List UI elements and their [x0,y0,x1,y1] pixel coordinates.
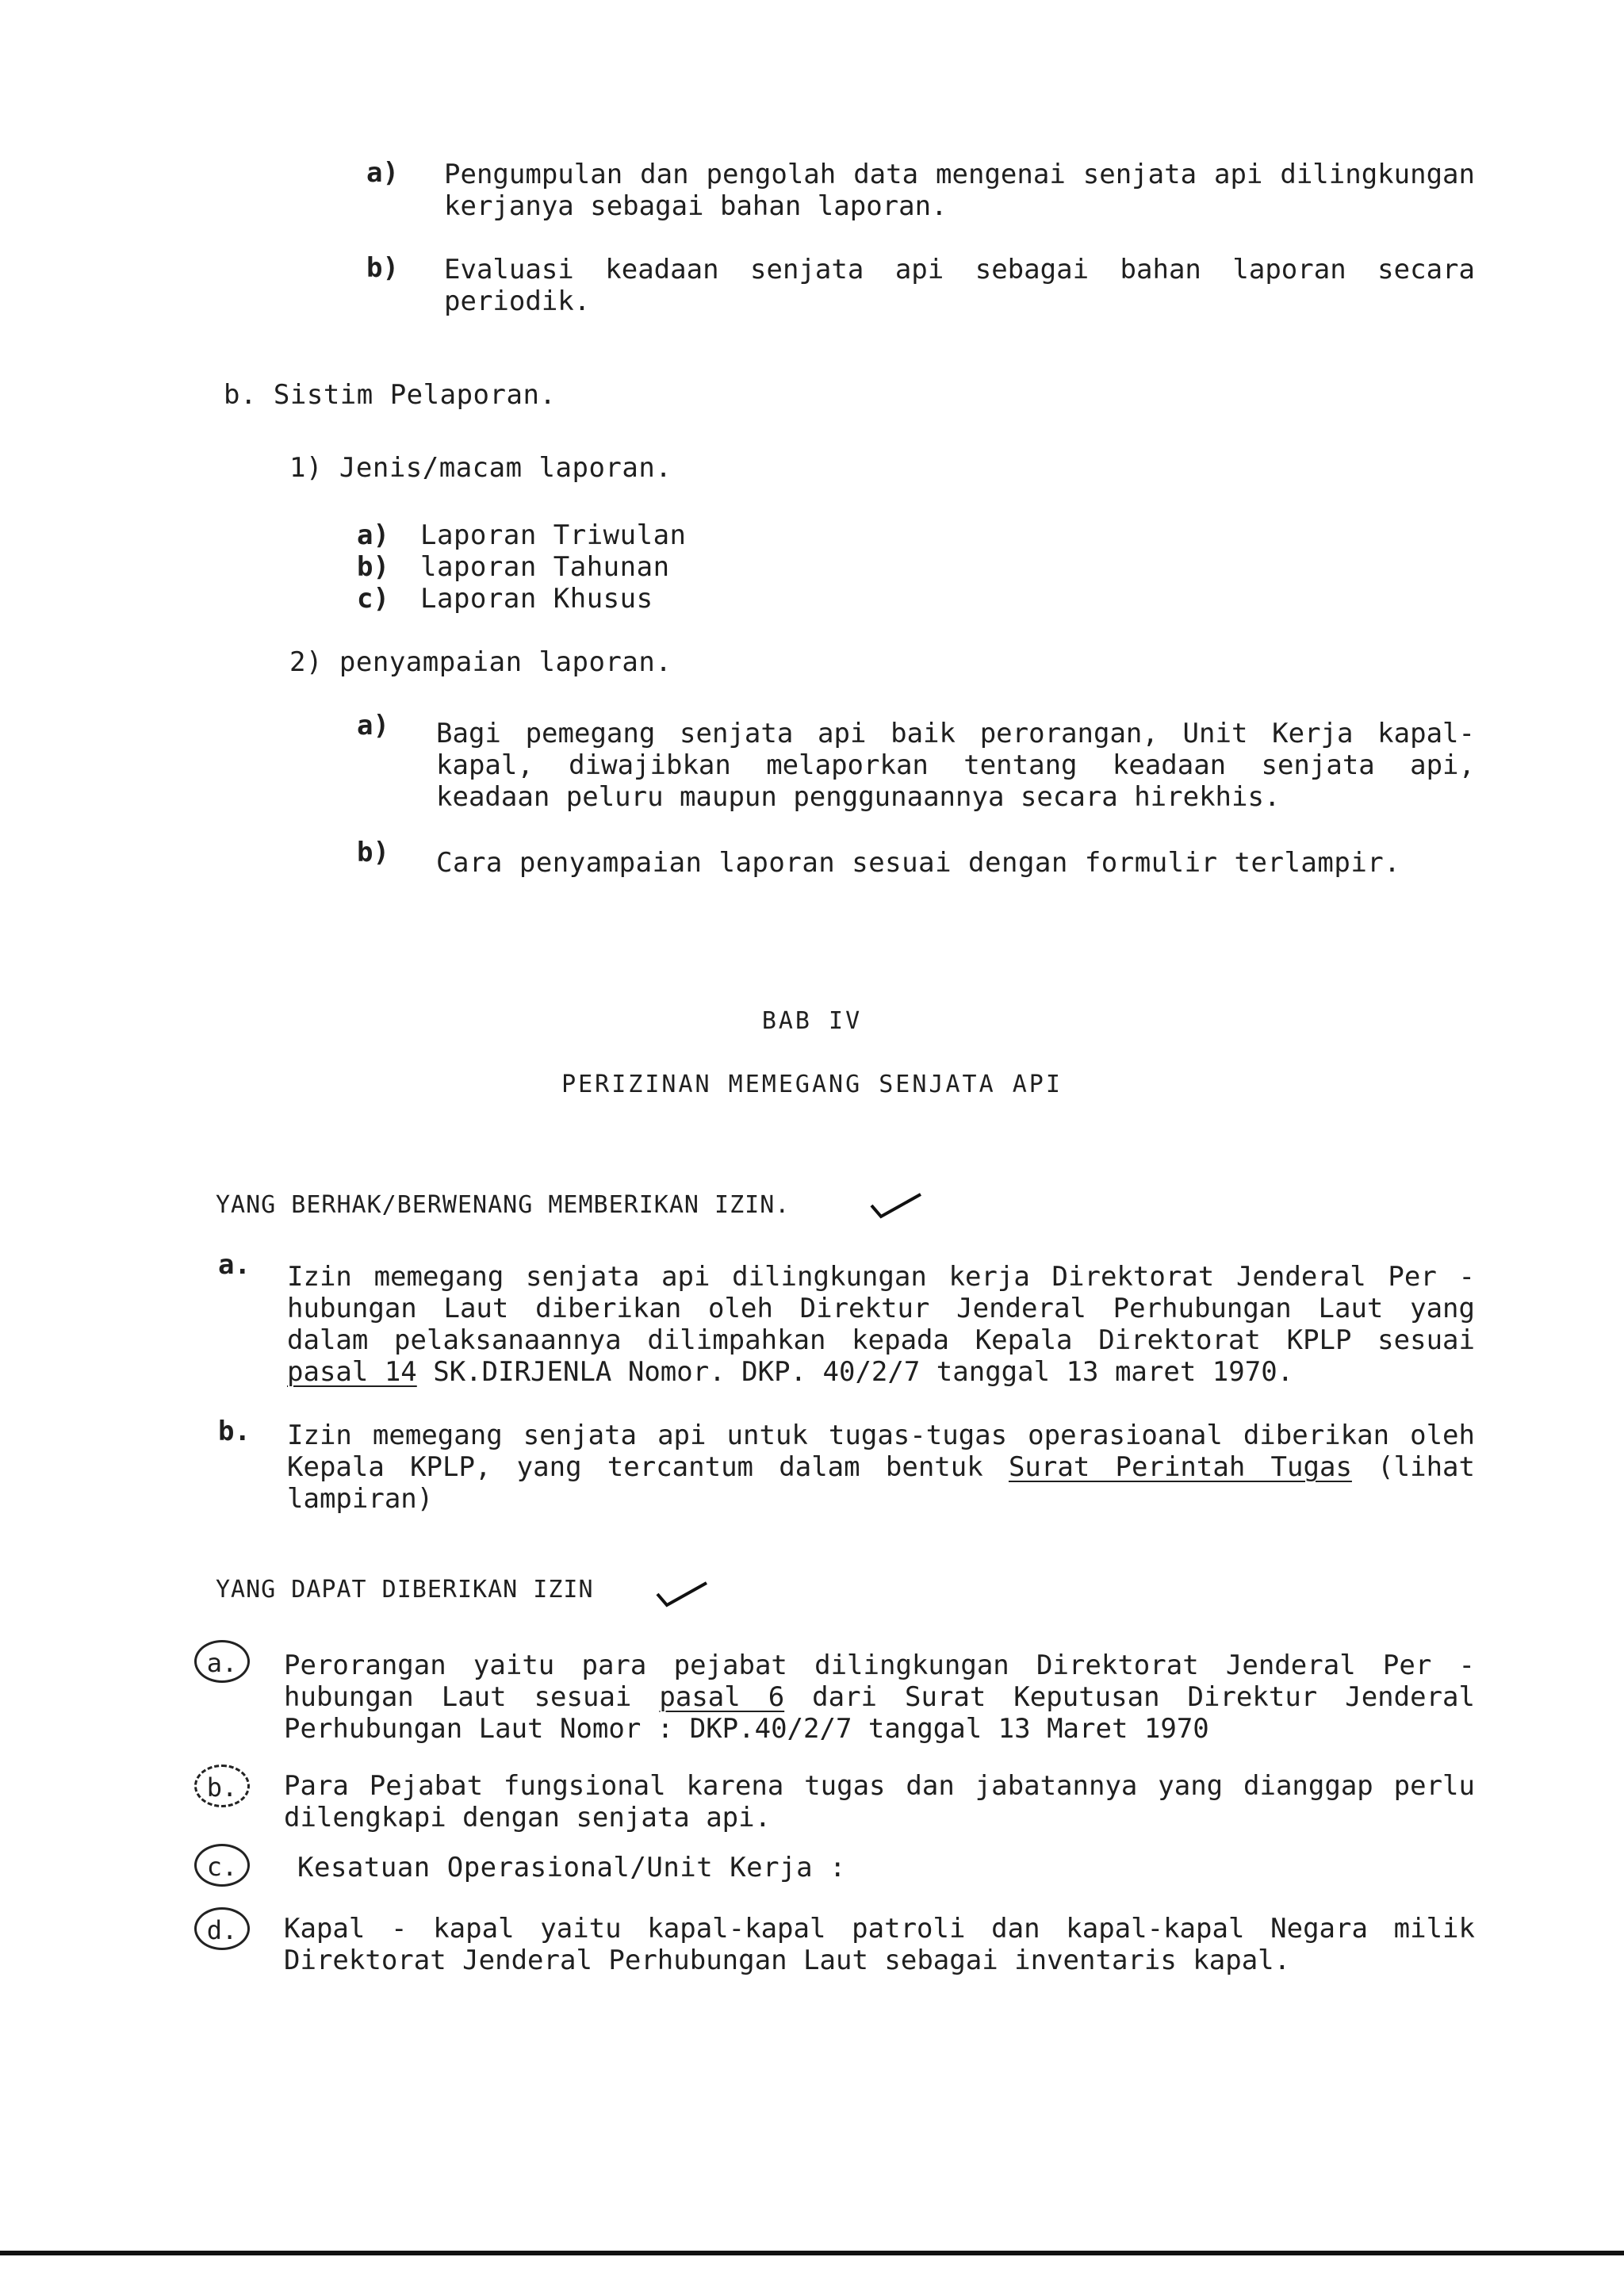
chapter-title: PERIZINAN MEMEGANG SENJATA API [561,1071,1063,1098]
eligible-a-line-2-pre: hubungan Laut sesuai [284,1681,660,1713]
item-b-line-1: Evaluasi keadaan senjata api sebagai bahan laporan secara [444,254,1475,285]
delivery-a-line-3: keadaan peluru maupun penggunaannya secara hirekhis. [436,781,1281,813]
authority-b-text [287,1420,1475,1515]
chapter-number: BAB IV [761,1007,863,1035]
item-a-line-2: kerjanya sebagai bahan laporan. [444,190,948,222]
eligible-heading: YANG DAPAT DIBERIKAN IZIN [216,1576,594,1604]
authority-a-line-3: dalam pelaksanaannya dilimpahkan kepada Kepala Direktorat KPLP sesuai [287,1324,1475,1356]
authority-b-line-2 [287,1451,1475,1483]
eligible-b-text [284,1770,1475,1834]
eligible-b-line-2: dilengkapi dengan senjata api. [284,1802,772,1834]
eligible-c-text: Kesatuan Operasional/Unit Kerja : [297,1852,847,1883]
eligible-a-line-2 [284,1681,1475,1713]
authority-a-line-4 [287,1356,1475,1388]
report-label-2: b) [357,551,389,583]
section-b-sub1: 1) Jenis/macam laporan. [289,452,672,484]
delivery-a-label: a) [357,710,389,741]
eligible-a-line-3: Perhubungan Laut Nomor : DKP.40/2/7 tanggal 13 Maret 1970 [284,1713,1209,1745]
authority-b-line-2-post: (lihat [1351,1451,1475,1483]
eligible-a-label: a. [194,1640,250,1683]
authority-b-line-1: Izin memegang senjata api untuk tugas-tugas operasioanal diberikan oleh [287,1420,1475,1451]
item-b-line-2: periodik. [444,285,591,317]
check-mark-icon [654,1578,710,1610]
eligible-a-line-2-post: dari Surat Keputusan Direktur Jenderal [784,1681,1475,1713]
report-text-1: Laporan Triwulan [420,519,687,551]
section-b-heading: b. Sistim Pelaporan. [224,379,557,411]
item-a-label: a) [366,157,399,189]
authority-b-ref: Surat Perintah Tugas [1008,1451,1352,1483]
delivery-b-label: b) [357,837,389,868]
item-a-line-1: Pengumpulan dan pengolah data mengenai senjata api dilingkungan [444,159,1475,190]
eligible-d-text [284,1913,1475,1976]
eligible-a-line-1: Perorangan yaitu para pejabat dilingkungan Direktorat Jenderal Per - [284,1650,1475,1681]
eligible-b-label: b. [194,1765,250,1807]
delivery-b-text: Cara penyampaian laporan sesuai dengan formulir terlampir. [436,847,1401,879]
report-text-2: laporan Tahunan [420,551,670,583]
delivery-a-line-1: Bagi pemegang senjata api baik perorangan, Unit Kerja kapal- [436,718,1475,749]
authority-heading: YANG BERHAK/BERWENANG MEMBERIKAN IZIN. [216,1191,791,1219]
report-text-3: Laporan Khusus [420,583,653,615]
delivery-a-text [436,718,1475,813]
authority-b-line-2-pre: Kepala KPLP, yang tercantum dalam bentuk [287,1451,1009,1483]
section-b-sub2: 2) penyampaian laporan. [289,646,672,678]
eligible-d-line-2: Direktorat Jenderal Perhubungan Laut sebagai inventaris kapal. [284,1945,1291,1976]
eligible-a-ref: pasal 6 [659,1681,785,1713]
item-a-text [444,159,1475,222]
authority-a-text [287,1261,1475,1388]
authority-a-line-2: hubungan Laut diberikan oleh Direktur Jenderal Perhubungan Laut yang [287,1293,1475,1324]
check-mark-icon [868,1190,924,1221]
authority-b-label: b. [218,1416,251,1447]
authority-a-line-1: Izin memegang senjata api dilingkungan kerja Direktorat Jenderal Per - [287,1261,1475,1293]
delivery-a-line-2: kapal, diwajibkan melaporkan tentang keadaan senjata api, [436,749,1475,781]
eligible-d-line-1: Kapal - kapal yaitu kapal-kapal patroli dan kapal-kapal Negara milik [284,1913,1475,1945]
page-bottom-rule [0,2251,1624,2255]
report-label-3: c) [357,583,389,615]
eligible-b-line-1: Para Pejabat fungsional karena tugas dan jabatannya yang dianggap perlu [284,1770,1475,1802]
authority-a-ref: pasal 14 [287,1356,417,1388]
authority-a-rest: SK.DIRJENLA Nomor. DKP. 40/2/7 tanggal 13 maret 1970. [416,1356,1294,1388]
item-b-label: b) [366,252,399,284]
report-label-1: a) [357,519,389,551]
eligible-a-text [284,1650,1475,1745]
eligible-c-label: c. [194,1844,250,1887]
eligible-d-label: d. [194,1907,250,1950]
item-b-text [444,254,1475,317]
authority-b-line-3: lampiran) [287,1483,434,1515]
authority-a-label: a. [218,1249,251,1281]
